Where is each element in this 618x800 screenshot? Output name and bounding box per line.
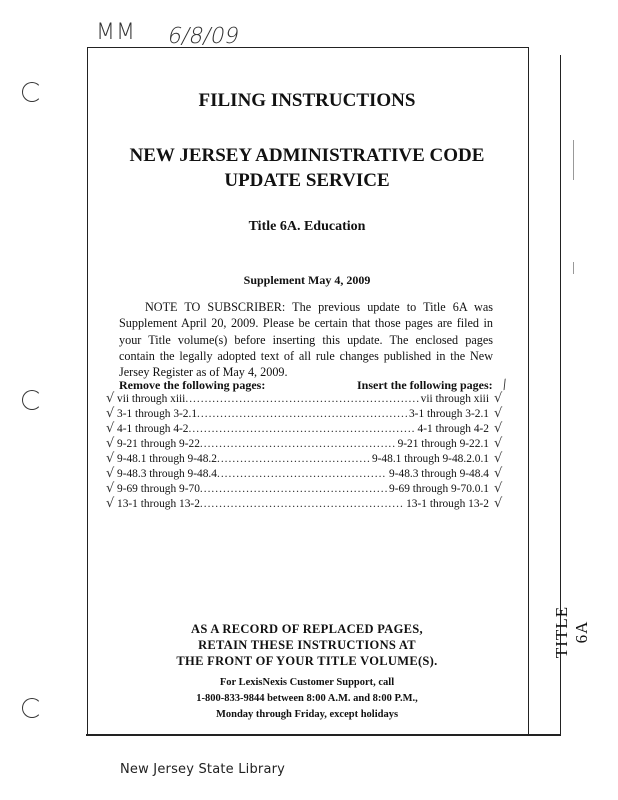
library-stamp: New Jersey State Library [120,762,286,777]
punch-hole-middle [22,390,42,410]
checkmark-icon: √ [494,451,503,466]
tab-label: TITLE 6A [552,605,591,659]
checkmark-icon: √ [494,406,503,421]
note-to-subscriber: NOTE TO SUBSCRIBER: The previous update to Title 6A was Supplement April 20, 2009. Please be certain that those pages are filed in your Title volume(s) before inserting this update. The enclosed pages contain the legally adopted text of all rule changes published in the New Jersey Register as of May 4, 2009. [119,300,493,380]
insert-range: 13-1 through 13-2 [406,498,489,510]
code-title-line-1: NEW JERSEY ADMINISTRATIVE CODE [129,145,485,166]
remove-range: vii through xiii [117,393,186,405]
remove-range: 3-1 through 3-2.1 [117,408,198,420]
insert-range: 9-21 through 9-22.1 [397,438,489,450]
checkmark-icon: √ [494,436,503,451]
insert-range: 9-48.1 through 9-48.2.0.1 [371,453,489,465]
code-title-line-2: UPDATE SERVICE [224,170,390,191]
page-row [117,422,489,436]
checkmark-icon: √ [106,481,115,496]
checkmark-icon: √ [106,496,115,511]
remove-range: 9-48.1 through 9-48.2 [117,453,217,465]
page-row [117,497,489,511]
checkmark-icon: √ [494,391,503,406]
insert-range: 4-1 through 4-2 [417,423,489,435]
insert-range: 9-69 through 9-70.0.1 [389,483,489,495]
checkmark-icon: √ [106,406,115,421]
support-line-2: 1-800-833-9844 between 8:00 A.M. and 8:00 P.M., [196,693,418,704]
leader-dots [200,497,404,511]
checkmark-icon: √ [494,421,503,436]
page-title: FILING INSTRUCTIONS [198,90,416,111]
checkmark-icon: ⁄ [500,378,510,393]
leader-dots [200,437,396,451]
checkmark-icon: √ [494,496,503,511]
checkmark-icon: √ [106,391,115,406]
title-subject: Title 6A. Education [248,219,366,234]
checkmark-icon: √ [106,451,115,466]
checkmark-icon: √ [106,436,115,451]
record-notice-line-1: AS A RECORD OF REPLACED PAGES, [191,622,423,636]
page-row [117,482,489,496]
page-row [117,467,489,481]
leader-dots [197,407,407,421]
leader-dots [200,482,387,496]
insert-range: 9-48.3 through 9-48.4 [389,468,489,480]
checkmark-icon: √ [106,466,115,481]
support-line-1: For LexisNexis Customer Support, call [219,677,395,688]
supplement-date: Supplement May 4, 2009 [243,273,371,287]
insert-pages-header: Insert the following pages: [357,378,493,392]
leader-dots [217,452,370,466]
record-notice-line-3: THE FRONT OF YOUR TITLE VOLUME(S). [176,654,438,668]
remove-range: 4-1 through 4-2 [117,423,189,435]
remove-range: 13-1 through 13-2 [117,498,200,510]
checkmark-icon: √ [494,466,503,481]
punch-hole-bottom [22,698,42,718]
insert-range: 3-1 through 3-2.1 [408,408,489,420]
remove-range: 9-48.3 through 9-48.4 [117,468,217,480]
page-row [117,407,489,421]
page-row [117,452,489,466]
leader-dots [217,467,387,481]
page-frame-bottom-rule [86,734,561,736]
support-line-3: Monday through Friday, except holidays [215,709,399,720]
handwritten-initials: MM [96,20,136,45]
handwritten-date: 6/8/09 [165,24,242,49]
checkmark-icon: √ [494,481,503,496]
punch-hole-top [22,82,42,102]
tab-mark [573,262,574,274]
record-notice-line-2: RETAIN THESE INSTRUCTIONS AT [198,638,416,652]
insert-range: vii through xiii [420,393,489,405]
page-row [117,437,489,451]
checkmark-icon: √ [106,421,115,436]
remove-range: 9-21 through 9-22 [117,438,200,450]
page-row [117,392,489,406]
tab-mark [573,140,574,180]
leader-dots [185,392,418,406]
remove-pages-header: Remove the following pages: [119,378,266,392]
remove-range: 9-69 through 9-70 [117,483,200,495]
leader-dots [189,422,416,436]
